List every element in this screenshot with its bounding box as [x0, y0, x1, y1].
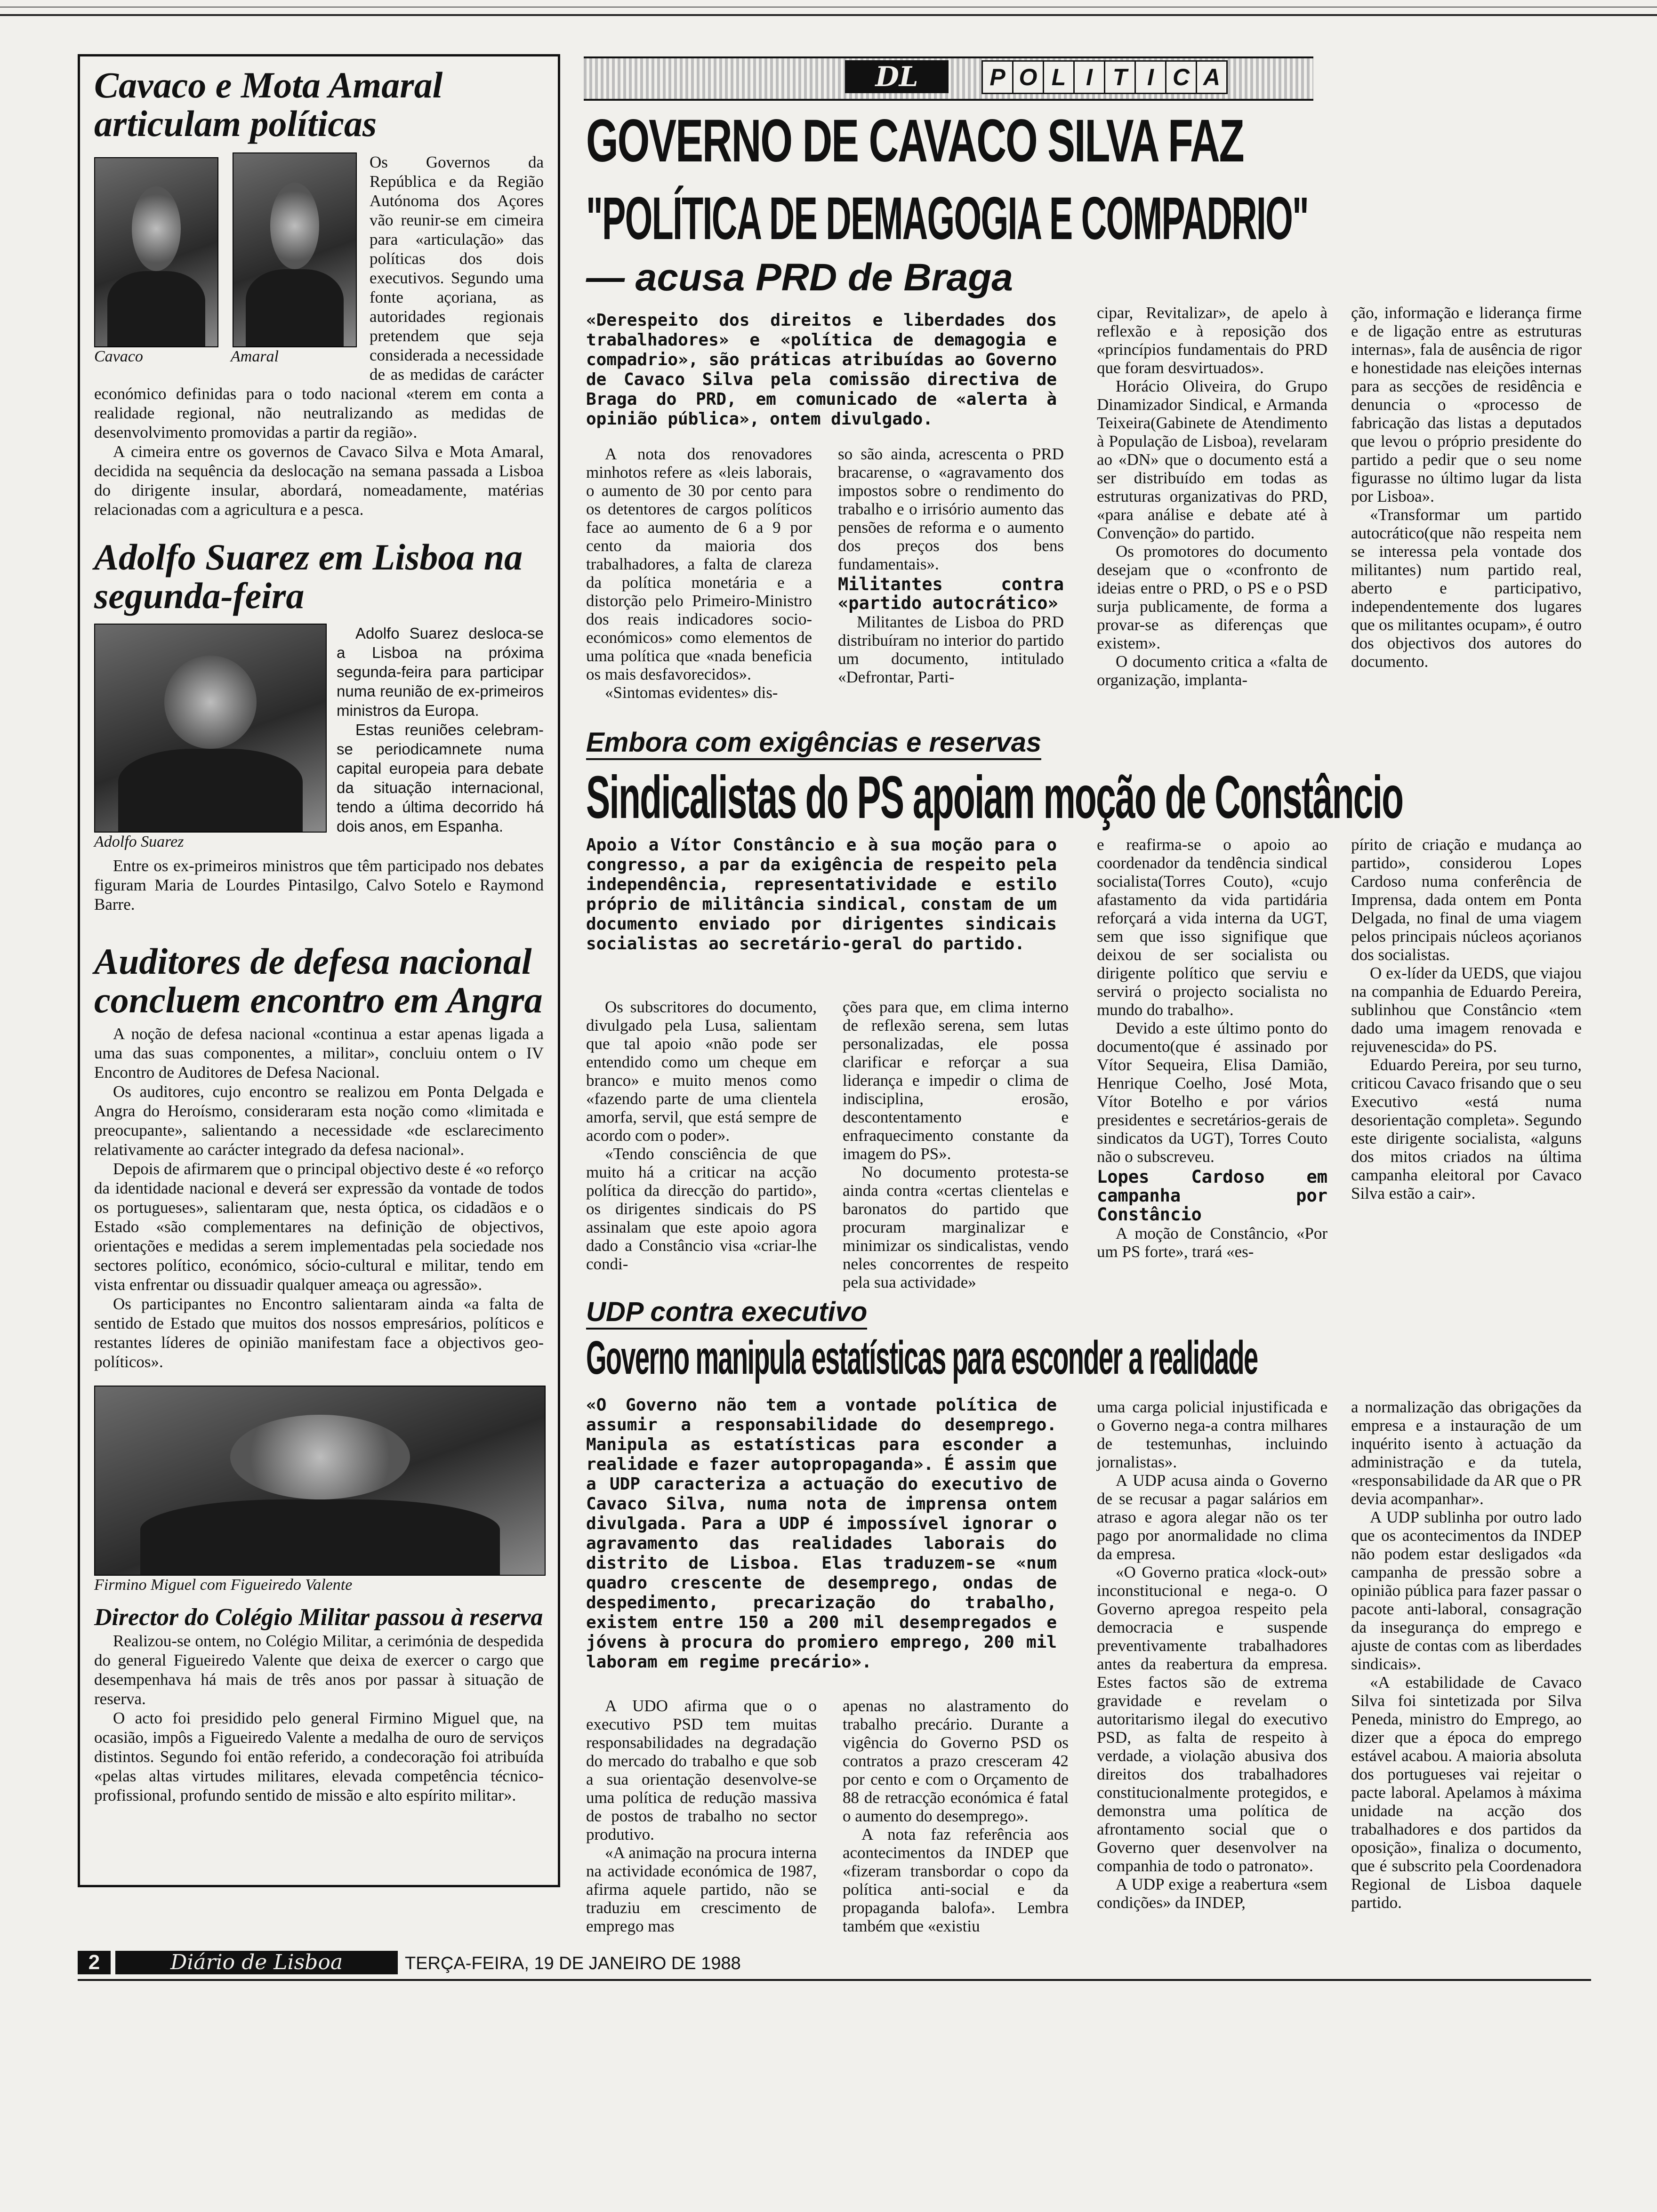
subheadline-prd-braga: — acusa PRD de Braga	[586, 256, 1013, 299]
section-letter: I	[1134, 60, 1166, 94]
paragraph: O ex-líder da UEDS, que viajou na companhia de Eduardo Pereira, sublinhou que Constâncio «tem dado uma imagem renovada e rejuvenescida» do PS.	[1351, 964, 1582, 1056]
photo-suarez	[94, 624, 327, 833]
paragraph: apenas no alastramento do trabalho precário. Durante a vigência do Governo PSD os contratos a prazo cresceram 42 por cento e com o Orçamento de 88 de retracção económica é fatal o aumento do desemprego».	[843, 1697, 1069, 1825]
lead-a2: Apoio a Vítor Constâncio e à sua moção para o congresso, a par da exigência de respeito pela independência, representatividade e estilo próprio de militância sindical, constam de um documento enviado por dirigentes sindicais socialistas ao secretário-geral do partido.	[586, 835, 1057, 954]
paragraph: A UDP acusa ainda o Governo de se recusar a pagar salários em atraso e agora alegar não os ter pago por anormalidade no clima da empresa.	[1097, 1471, 1327, 1563]
column-a1-1	[586, 445, 812, 713]
footer-rule	[78, 1979, 1591, 1981]
paragraph: Os participantes no Encontro salientaram ainda «a falta de sentido de Estado que muitos dos nossos empresários, políticos e restantes líderes de opinião manifestam face a objectivos geo-políticos».	[94, 1295, 544, 1371]
column-a3-4	[1351, 1398, 1582, 1948]
paragraph: e reafirma-se o apoio ao coordenador da tendência sindical socialista(Torres Couto), «cujo afastamento da vida partidária reforçará a vida interna da UGT, sem que isso signifique que deixou de ser socialista ou dirigente político que serviu e servirá o projecto socialista no mundo do trabalho».	[1097, 835, 1327, 1019]
newspaper-name: Diário de Lisboa	[115, 1951, 398, 1974]
paragraph: No documento protesta-se ainda contra «certas clientelas e baronatos do partido que procuram marginalizar e minimizar os sindicalistas, vendo neles concorrentes de respeito pela sua actividade»	[843, 1163, 1069, 1291]
paragraph: Os promotores do documento desejam que o «confronto de ideias entre o PRD, o PS e o PSD surja publicamente, de forma a provar-se as diferenças que existem».	[1097, 542, 1327, 652]
paragraph: Adolfo Suarez desloca-se a Lisboa na próxima segunda-feira para participar numa reunião de ex-primeiros ministros da Europa.	[337, 625, 544, 719]
paragraph: «A estabilidade de Cavaco Silva foi sintetizada por Silva Peneda, ministro do Emprego, ao dizer que a época do emprego estável acabou. A maioria absoluta dos portugueses vai rejeitar o pacte laboral. Apelamos à máxima unidade na acção dos trabalhadores e dos partidos da oposição», finaliza o documento, que é subscrito pela Coordenadora Regional de Lisboa daquele partido.	[1351, 1673, 1582, 1912]
paragraph: A nota faz referência aos acontecimentos da INDEP que «fizeram transbordar o copo da política anti-social e da propaganda balofa». Lembra também que «existiu	[843, 1825, 1069, 1935]
paragraph: Eduardo Pereira, por seu turno, criticou Cavaco frisando que o seu Executivo «está numa desorientação completa». Segundo este dirigente socialista, «alguns dos mitos criados na última campanha eleitoral por Cavaco Silva estão a cair».	[1351, 1056, 1582, 1202]
left-column-box	[78, 54, 560, 1887]
lead-a3: «O Governo não tem a vontade política de assumir a responsabilidade do desemprego. Manipula as estatísticas para esconder a realidade e fazer autopropaganda». É assim que a UDP caracteriza a actuação do executivo de Cavaco Silva, numa nota de imprensa ontem divulgada. Para a UDP é impossível ignorar o agravamento das realidades laborais do distrito de Lisboa. Elas traduzem-se «num quadro crescente de desemprego, ondas de despedimento, precarização do trabalho, existem entre 150 a 200 mil desempregados e jóvens à procura do promiero emprego, 200 mil laboram em regime precário».	[586, 1395, 1057, 1672]
column-a3-1	[586, 1697, 817, 1948]
paragraph: Os subscritores do documento, divulgado pela Lusa, salientam que tal apoio «não pode ser entendido como um cheque em branco» e muito menos como «fazendo parte de uma clientela amorfa, servil, que está sempre de acordo com o poder».	[586, 998, 817, 1145]
paragraph: pírito de criação e mudança ao partido», considerou Lopes Cardoso numa conferência de Imprensa, dada ontem em Ponta Delgada, no final de uma viagem pelos principais núcleos açorianos dos socialistas.	[1351, 835, 1582, 964]
section-letter: C	[1165, 60, 1197, 94]
paragraph: Horácio Oliveira, do Grupo Dinamizador Sindical, e Armanda Teixeira(Gabinete de Atendimento à População de Lisboa), revelaram ao «DN» que o documento está a ser distribuído em todas as estruturas organizativas do PRD, «para análise e debate até à Convenção» do partido.	[1097, 377, 1327, 542]
column-a2-1	[586, 998, 817, 1280]
caption-suarez: Adolfo Suarez	[94, 833, 184, 850]
paragraph: so são ainda, acrescenta o PRD bracarense, o «agravamento dos impostos sobre o rendimento do trabalho e o irrisório aumento das pensões de reforma e o aumento dos preços dos bens fundamentais».	[838, 445, 1064, 573]
photo-block-suarez	[94, 624, 325, 851]
paragraph: ção, informação e liderança firme e de ligação entre as estruturas internas», fala de ausência de rigor e honestidade nas eleições internas para as secções de residência e denuncia o «processo de fabricação das listas a deputados que levou o próprio presidente do partido a pedir que o seu nome figurasse no último lugar da lista por Lisboa».	[1351, 304, 1582, 505]
photo-cavaco	[94, 157, 218, 347]
paragraph: Entre os ex-primeiros ministros que têm participado nos debates figuram Maria de Lourdes Pintasilgo, Calvo Sotelo e Raymond Barre.	[94, 857, 544, 914]
column-a1-3	[1097, 304, 1327, 713]
headline-colegio-militar: Director do Colégio Militar passou à reserva	[94, 1604, 543, 1631]
paragraph: O acto foi presidido pelo general Firmino Miguel que, na ocasião, impôs a Figueiredo Valente a medalha de ouro de serviços distintos. Segundo foi então referido, a condecoração foi atribuída «pelas altas virtudes militares, elevada competência técnico-profissional, profundo sentido de missão e alto espírito militar».	[94, 1709, 544, 1804]
headline-sindicalistas: Sindicalistas do PS apoiam moção de Constâncio	[586, 764, 1403, 831]
section-label-politica	[981, 60, 1226, 93]
headline-governo-manipula: Governo manipula estatísticas para esconder a realidade	[586, 1331, 1258, 1384]
section-letter: I	[1073, 60, 1105, 94]
column-a2-2	[843, 998, 1069, 1291]
section-letter: L	[1043, 60, 1075, 94]
headline-cavaco-mota-amaral: Cavaco e Mota Amaral articulam políticas	[94, 64, 443, 144]
paragraph: A UDO afirma que o o executivo PSD tem muitas responsabilidades na degradação do mercado do trabalho e que sob a sua orientação desenvolve-se uma política de redução massiva de postos de trabalho no sector produtivo.	[586, 1697, 817, 1843]
paragraph: uma carga policial injustificada e o Governo nega-a contra milhares de testemunhas, incluindo jornalistas».	[1097, 1398, 1327, 1471]
paragraph: «O Governo pratica «lock-out» inconstitucional e nega-o. O Governo apregoa respeito pela democracia e suspende preventivamente trabalhadores antes da reabertura da empresa. Estes factos são de extrema gravidade e revelam o autoritarismo ilegal do executivo PSD, as falta de respeito à verdade, a violação abusiva dos direitos dos trabalhadores constitucionalmente protegidos, e demonstra uma política de afrontamento social que o Governo quer desenvolver na companhia de todo o patronato».	[1097, 1563, 1327, 1875]
paragraph: A moção de Constâncio, «Por um PS forte», trará «es-	[1097, 1224, 1327, 1261]
paragraph: «Transformar um partido autocrático(que não respeita nem se interessa pela vontade dos militantes) num partido real, aberto e participativo, independentemente dos lugares que os militantes ocupam», é outro dos objectivos dos autores do documento.	[1351, 505, 1582, 671]
caption-ceremony: Firmino Miguel com Figueiredo Valente	[94, 1576, 353, 1594]
paragraph: cipar, Revitalizar», de apelo à reflexão e à reposição dos «princípios fundamentais do PRD que foram desvirtuados».	[1097, 304, 1327, 377]
paragraph: Os Governos da República e da Região Autónoma dos Açores vão reunir-se em cimeira para «articulação» das políticas dos dois executivos. Segundo uma fonte açoriana, as autoridades regionais pretendem que seja considerada a necessidade de as medidas de carácter económico definidas para o todo nacional «terem em conta a realidade regional, não neutralizando as medidas de desenvolvimento promovidas a partir da região».	[94, 153, 544, 441]
issue-date: TERÇA-FEIRA, 19 DE JANEIRO DE 1988	[405, 1954, 741, 1973]
paragraph: Realizou-se ontem, no Colégio Militar, a cerimónia de despedida do general Figueiredo Valente que deixa de exercer o cargo que desempenhava há mais de três anos por passar à situação de reserva.	[94, 1632, 544, 1708]
caption-amaral: Amaral	[231, 348, 279, 365]
column-a1-2	[838, 445, 1064, 713]
headline-demagogia: "POLÍTICA DE DEMAGOGIA E COMPADRIO"	[586, 185, 1309, 252]
column-a2-4	[1351, 835, 1582, 1280]
lead-a1: «Derespeito dos direitos e liberdades dos trabalhadores» e «política de demagogia e compadrio», são práticas atribuídas ao Governo de Cavaco Silva pela comissão directiva de Braga do PRD, em comunicado de «alerta à opinião pública», ontem divulgado.	[586, 311, 1057, 429]
paragraph: A nota dos renovadores minhotos refere as «leis laborais, o aumento de 30 por cento para os detentores de cargos políticos face ao aumento de 6 a 9 por cento da maioria dos trabalhadores, a falta de clareza da política monetária e a distorção pelo Primeiro-Ministro dos reais indicadores socio-económicos» como elementos de uma política que «nada beneficia os mais desfavorecidos».	[586, 445, 812, 683]
page-number: 2	[78, 1951, 111, 1974]
section-letter: O	[1012, 60, 1044, 94]
paragraph: O documento critica a «falta de organização, implanta-	[1097, 652, 1327, 689]
headline-adolfo-suarez: Adolfo Suarez em Lisboa na segunda-feira	[94, 537, 523, 616]
headline-governo-cavaco: GOVERNO DE CAVACO SILVA FAZ	[586, 107, 1244, 175]
headline-auditores: Auditores de defesa nacional concluem encontro em Angra	[94, 941, 543, 1020]
section-letter: T	[1104, 60, 1136, 94]
paragraph: A noção de defesa nacional «continua a estar apenas ligada a uma das suas componentes, a militar», concluiu ontem o IV Encontro de Auditores de Defesa Nacional.	[94, 1025, 544, 1082]
kicker-embora: Embora com exigências e reservas	[586, 727, 1041, 760]
subhead-lopes-cardoso: Lopes Cardoso em campanha por Constâncio	[1097, 1167, 1327, 1225]
dl-logo: DL	[845, 60, 949, 93]
paragraph: Militantes de Lisboa do PRD distribuíram no interior do partido um documento, intitulado «Defrontar, Parti-	[838, 613, 1064, 686]
paragraph: ções para que, em clima interno de reflexão serena, sem lutas personalizadas, ele possa clarificar e reforçar a sua liderança e impedir o clima de indisciplina, erosão, descontentamento e enfraquecimento constante da imagem do PS».	[843, 998, 1069, 1163]
section-letter: P	[981, 60, 1014, 94]
column-a1-4	[1351, 304, 1582, 713]
top-border	[0, 0, 1657, 16]
paragraph: Devido a este último ponto do documento(que é assinado por Vítor Sequeira, Elisa Damião, Henrique Coelho, José Mota, Vítor Botelho e por vários presidentes e secretários-gerais de sindicatos da UGT), Torres Couto não o subscreveu.	[1097, 1019, 1327, 1166]
paragraph: «A animação na procura interna na actividade económica de 1987, afirma aquele partido, não se traduziu em crescimento de emprego mas	[586, 1843, 817, 1935]
section-letter: A	[1196, 60, 1228, 94]
paragraph: A UDP sublinha por outro lado que os acontecimentos da INDEP não podem estar desligados «da campanha de pressão sobre a opinião pública para fazer passar o pacote anti-laboral, consagração da insegurança do emprego e ajuste de contas com as liberdades sindicais».	[1351, 1508, 1582, 1673]
paragraph: a normalização das obrigações da empresa e a instauração de um inquérito isento à actuação da administração e da tutela, «responsabilidade da AR que o PR devia acompanhar».	[1351, 1398, 1582, 1508]
caption-cavaco: Cavaco	[94, 348, 143, 365]
photo-ceremony	[94, 1386, 546, 1576]
paragraph: «Tendo consciência de que muito há a criticar na acção política da direcção do partido», os dirigentes sindicais do PS assinalam que este apoio agora dado a Constâncio visa «criar-lhe condi-	[586, 1145, 817, 1273]
paragraph: A UDP exige a reabertura «sem condições» da INDEP,	[1097, 1875, 1327, 1912]
subhead-militantes: Militantes contra «partido autocrático»	[838, 574, 1064, 613]
paragraph: «Sintomas evidentes» dis-	[605, 683, 778, 702]
paragraph: A cimeira entre os governos de Cavaco Silva e Mota Amaral, decidida na sequência da deslocação na semana passada a Lisboa do dirigente insular, abordará, nomeadamente, matérias relacionadas com a agricultura e a pesca.	[94, 442, 544, 519]
paragraph: Depois de afirmarem que o principal objectivo deste é «o reforço da identidade nacional e deverá ser expressão da vontade de todos os portugueses», salientaram que, nesta óptica, os cidadãos e o Estado «são complementares na definição de objectivos, orientações e medidas a serem implementadas pela sociedade nos sectores político, económico, sócio-cultural e militar, tendo em vista enfrentar ou dissuadir qualquer ameaça ou agressão».	[94, 1160, 544, 1294]
column-a3-2	[843, 1697, 1069, 1948]
paragraph: Os auditores, cujo encontro se realizou em Ponta Delgada e Angra do Heroísmo, consideraram esta noção como «limitada e preocupante», salientando a necessidade «de esclarecimento relativamente ao carácter integrado da defesa nacional».	[94, 1082, 544, 1159]
paragraph: Estas reuniões celebram-se periodicamnete numa capital europeia para debate da situação internacional, tendo a última decorrido há dois anos, em Espanha.	[337, 721, 544, 835]
column-a2-3	[1097, 835, 1327, 1280]
column-a3-3	[1097, 1398, 1327, 1948]
kicker-udp: UDP contra executivo	[586, 1297, 867, 1330]
photo-group-cavaco-amaral	[94, 152, 358, 366]
photo-amaral	[233, 152, 357, 347]
